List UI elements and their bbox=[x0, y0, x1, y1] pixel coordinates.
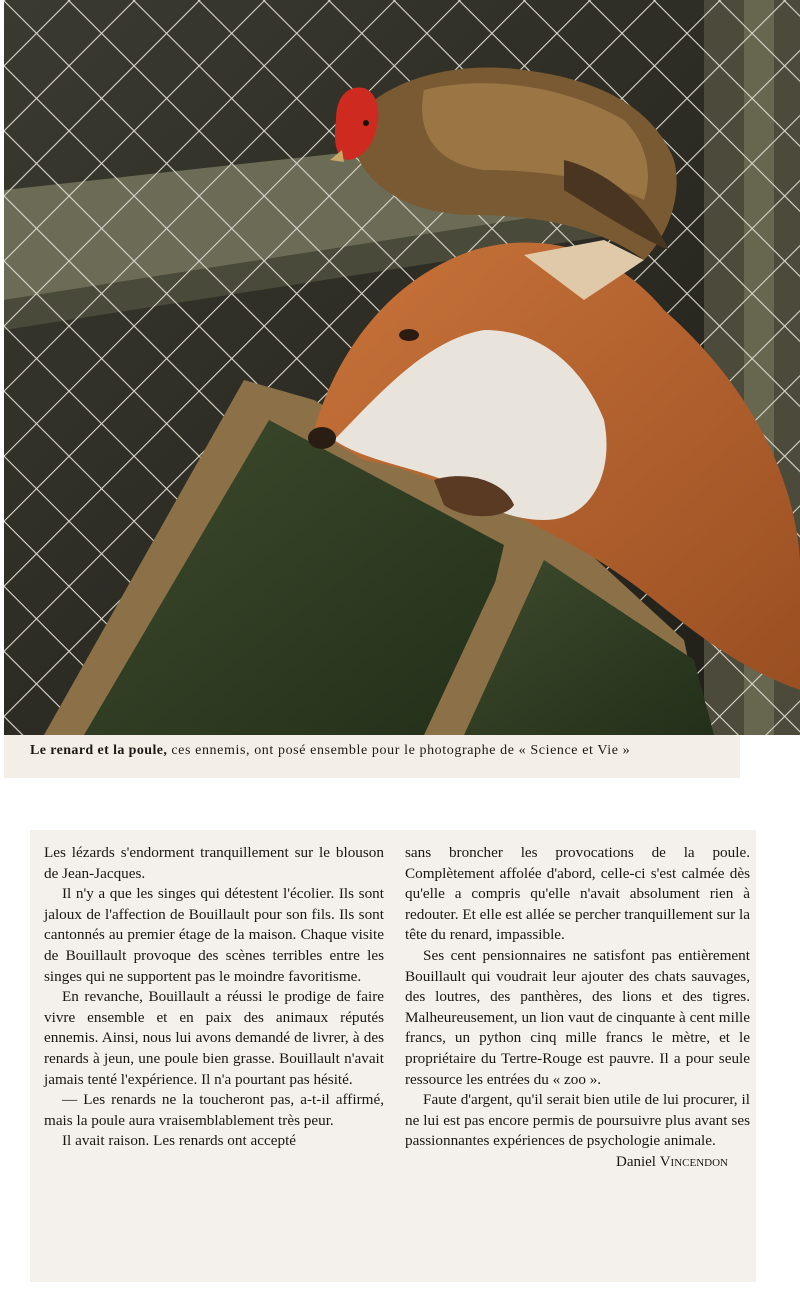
fox-and-hen-photo bbox=[4, 0, 800, 735]
author-last-name: Vincendon bbox=[659, 1153, 728, 1170]
paragraph: sans broncher les provocations de la poule. Complètement affolée d'abord, celle-ci s'est calmée dès qu'elle a compris qu'elle n'avait absolument rien à redouter. Et elle est allée se percher tranquillement sur la tête du renard, impassible. bbox=[405, 844, 750, 944]
article-column-left bbox=[44, 843, 384, 1152]
article-column-right bbox=[405, 843, 750, 1173]
paragraph: Il n'y a que les singes qui détestent l'écolier. Ils sont jaloux de l'affection de Bouillault pour son fils. Ils sont cantonnés au premier étage de la maison. Chaque visite de Bouillault provoque des scènes terribles entre les singes qui ne supportent pas le moindre favoritisme. bbox=[44, 885, 384, 985]
paragraph: Il avait raison. Les renards ont accepté bbox=[62, 1132, 297, 1150]
paragraph: Ses cent pensionnaires ne satisfont pas entièrement Bouillault qui voudrait leur ajouter des chats sauvages, des loutres, des panthères, des lions et des tigres. Malheureusement, un lion vaut de cinquante à cent mille francs, un python cinq mille francs le mètre, et le propriétaire du Tertre-Rouge est pauvre. Il a pour seule ressource les entrées du « zoo ». bbox=[405, 946, 750, 1088]
caption-title: Le renard et la poule, bbox=[30, 743, 168, 758]
photo-caption bbox=[30, 743, 800, 759]
paragraph: — Les renards ne la toucheront pas, a-t-il affirmé, mais la poule aura vraisemblablement très peur. bbox=[44, 1091, 384, 1129]
author-signature bbox=[405, 1152, 750, 1173]
author-first-name: Daniel bbox=[615, 1153, 660, 1170]
paragraph: En revanche, Bouillault a réussi le prodige de faire vivre ensemble et en paix des animaux réputés ennemis. Ainsi, nous lui avons demandé de livrer, à des renards à jeun, une poule bien grasse. Bouillault n'avait jamais tenté l'expérience. Il n'a pourtant pas hésité. bbox=[44, 988, 384, 1088]
caption-text: ces ennemis, ont posé ensemble pour le photographe de « Science et Vie » bbox=[167, 743, 631, 758]
paragraph: Faute d'argent, qu'il serait bien utile de lui procurer, il ne lui est pas encore permis de poursuivre plus avant ses passionnantes expériences de psychologie animale. bbox=[405, 1091, 750, 1150]
paragraph: Les lézards s'endorment tranquillement sur le blouson de Jean-Jacques. bbox=[44, 844, 384, 882]
